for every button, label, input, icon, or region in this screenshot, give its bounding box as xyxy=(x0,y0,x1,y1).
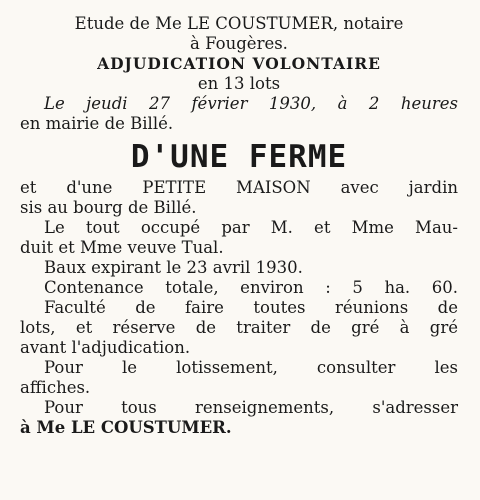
division-line-1: Pour le lotissement, consulter les xyxy=(44,358,458,377)
header-line-2: à Fougères. xyxy=(190,34,288,53)
headline: D'UNE FERME xyxy=(130,139,348,175)
date-line-1: Le jeudi 27 février 1930, à 2 heures xyxy=(44,94,458,113)
option-line-3: avant l'adjudication. xyxy=(20,338,191,357)
option-line-1: Faculté de faire toutes réunions de xyxy=(44,298,458,317)
header-line-1: Etude de Me LE COUSTUMER, notaire xyxy=(74,14,404,33)
option-line-2: lots, et réserve de traiter de gré à gré xyxy=(20,318,458,337)
division-line-2: affiches. xyxy=(20,378,91,397)
contact-line-2: à Me LE COUSTUMER. xyxy=(20,418,232,437)
notice-title: ADJUDICATION VOLONTAIRE xyxy=(97,54,381,73)
contact-line-1: Pour tous renseignements, s'adresser xyxy=(44,398,458,417)
total-area: Contenance totale, environ : 5 ha. 60. xyxy=(44,278,458,297)
occupancy-line-2: duit et Mme veuve Tual. xyxy=(20,238,224,257)
lots-count: en 13 lots xyxy=(197,74,281,93)
property-line-1: et d'une PETITE MAISON avec jardin xyxy=(20,178,458,197)
date-line-2: en mairie de Billé. xyxy=(20,114,174,133)
occupancy-line-1: Le tout occupé par M. et Mme Mau- xyxy=(44,218,458,237)
lease-expiry: Baux expirant le 23 avril 1930. xyxy=(44,258,303,277)
property-line-2: sis au bourg de Billé. xyxy=(20,198,197,217)
